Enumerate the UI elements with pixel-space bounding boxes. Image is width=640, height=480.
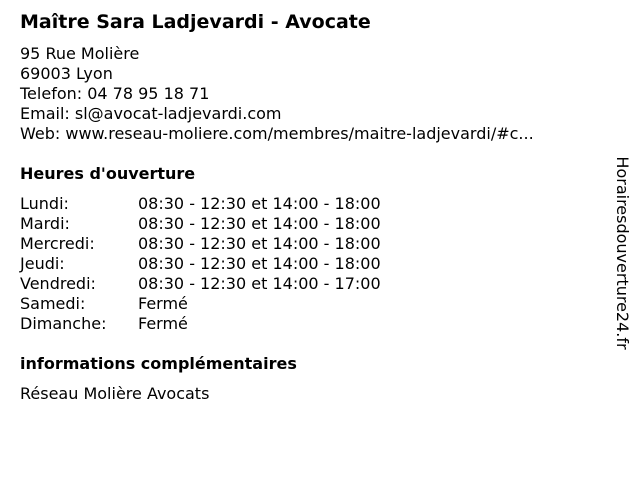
- day-hours: 08:30 - 12:30 et 14:00 - 18:00: [138, 194, 381, 213]
- day-label: Mercredi:: [20, 234, 95, 253]
- day-hours: 08:30 - 12:30 et 14:00 - 18:00: [138, 214, 381, 233]
- opening-hours-heading: Heures d'ouverture: [20, 164, 196, 183]
- day-hours: 08:30 - 12:30 et 14:00 - 18:00: [138, 234, 381, 253]
- day-label: Vendredi:: [20, 274, 96, 293]
- page-title: Maître Sara Ladjevardi - Avocate: [20, 11, 371, 33]
- day-hours: 08:30 - 12:30 et 14:00 - 17:00: [138, 274, 381, 293]
- additional-info-text: Réseau Molière Avocats: [20, 384, 210, 403]
- day-label: Dimanche:: [20, 314, 107, 333]
- day-label: Samedi:: [20, 294, 86, 313]
- additional-info-heading: informations complémentaires: [20, 354, 297, 373]
- watermark: [612, 135, 632, 371]
- contact-block: [20, 44, 534, 144]
- day-label: Jeudi:: [20, 254, 65, 273]
- email-address: Email: sl@avocat-ladjevardi.com: [20, 104, 282, 123]
- day-label: Mardi:: [20, 214, 70, 233]
- day-hours: Fermé: [138, 314, 188, 333]
- website-link: Web: www.reseau-moliere.com/membres/maitre-ladjevardi/#c...: [20, 124, 534, 143]
- day-hours: Fermé: [138, 294, 188, 313]
- phone-number: Telefon: 04 78 95 18 71: [20, 84, 210, 103]
- street-address: 95 Rue Molière: [20, 44, 140, 63]
- watermark-text: Horairesdouverture24.fr: [613, 156, 632, 350]
- city-address: 69003 Lyon: [20, 64, 113, 83]
- day-label: Lundi:: [20, 194, 69, 213]
- day-hours: 08:30 - 12:30 et 14:00 - 18:00: [138, 254, 381, 273]
